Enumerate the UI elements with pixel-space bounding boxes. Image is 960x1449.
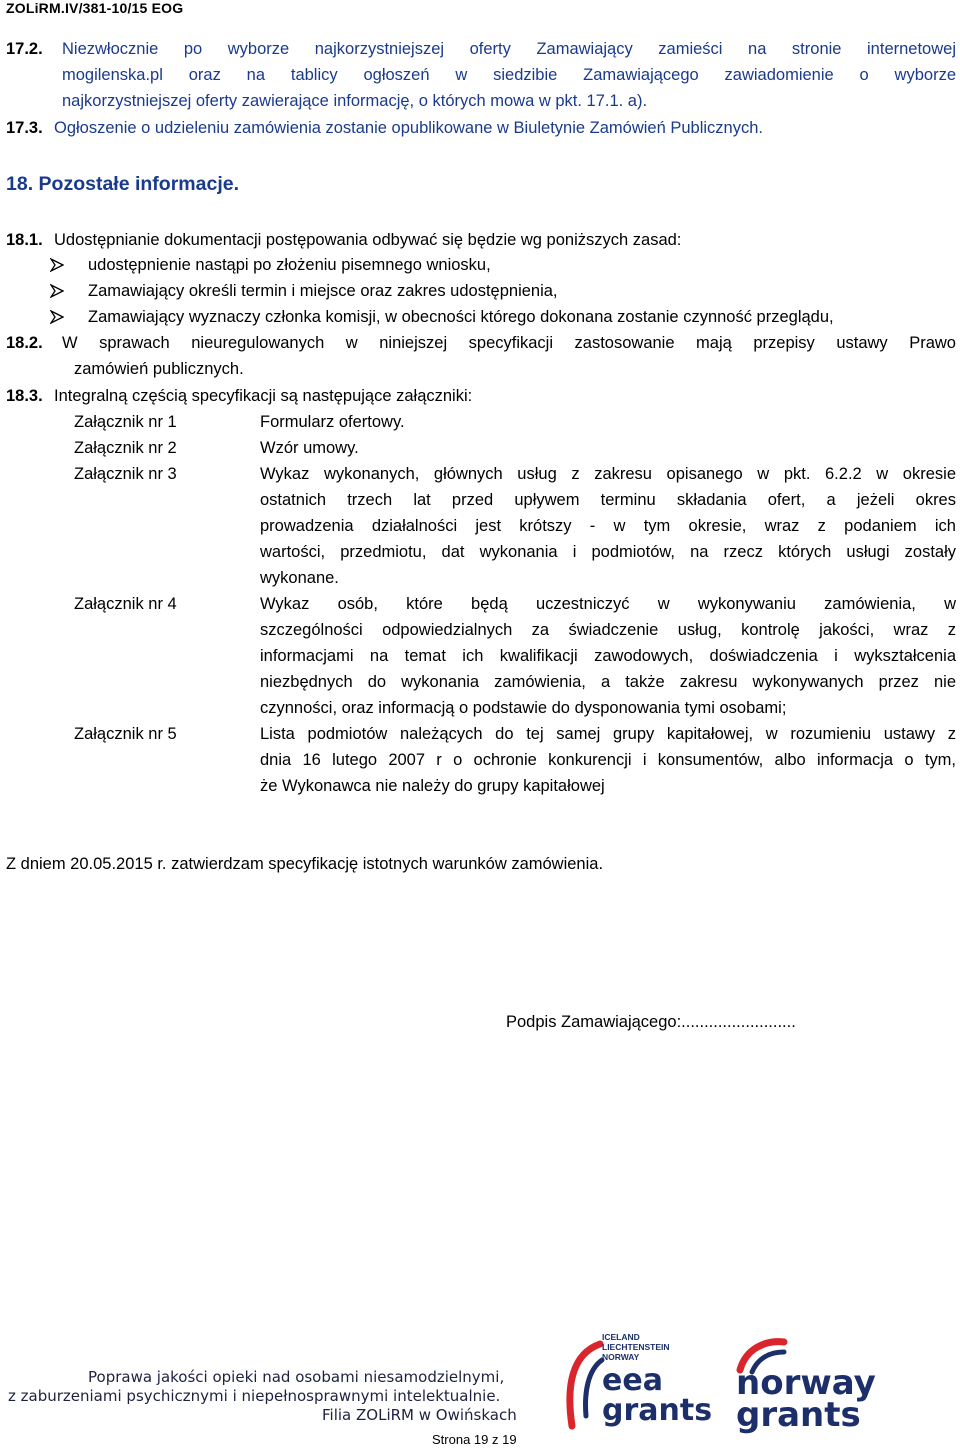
approval-statement: Z dniem 20.05.2015 r. zatwierdzam specyfikację istotnych warunków zamówienia. — [6, 855, 604, 873]
section-18-2-line-2: zamówień publicznych. — [74, 360, 244, 378]
attachment-4-line: szczególności odpowiedzialnych za świadczenie usług, kontrolę jakości, wraz z — [260, 621, 956, 639]
project-description-line: Filia ZOLiRM w Owińskach — [322, 1406, 517, 1424]
eea-country: ICELAND — [602, 1332, 640, 1342]
attachment-3-label: Załącznik nr 3 — [74, 465, 177, 483]
section-17-2-number: 17.2. — [6, 40, 43, 58]
eea-countries — [602, 1332, 670, 1362]
attachment-5-line: dnia 16 lutego 2007 r o ochronie konkurencji i konsumentów, albo informacja o tym, — [260, 751, 956, 769]
attachment-4-label: Załącznik nr 4 — [74, 595, 177, 613]
attachment-3-line: Wykaz wykonanych, głównych usług z zakresu opisanego w pkt. 6.2.2 w okresie — [260, 465, 956, 483]
eea-logo-grants-word: grants — [602, 1393, 713, 1428]
attachment-2-text: Wzór umowy. — [260, 439, 359, 457]
section-18-2-number: 18.2. — [6, 334, 43, 352]
attachment-2-label: Załącznik nr 2 — [74, 439, 177, 457]
attachment-1-label: Załącznik nr 1 — [74, 413, 177, 431]
bullet-arrow-icon — [50, 310, 64, 324]
norway-logo-grants-word: grants — [736, 1395, 861, 1435]
section-17-2-line-1: Niezwłocznie po wyborze najkorzystniejszej oferty Zamawiający zamieści na stronie internetowej — [62, 40, 956, 58]
attachment-4-line: Wykaz osób, które będą uczestniczyć w wykonywaniu zamówienia, w — [260, 595, 956, 613]
attachment-4-line: czynności, oraz informacją o podstawie do dysponowania tymi osobami; — [260, 699, 787, 717]
section-17-2-line-3: najkorzystniejszej oferty zawierające informację, o których mowa w pkt. 17.1. a). — [62, 92, 648, 110]
attachment-4-line: informacjami na temat ich kwalifikacji zawodowych, doświadczenia i wykształcenia — [260, 647, 956, 665]
attachment-3-line: wykonane. — [260, 569, 339, 587]
attachment-3-line: wartości, przedmiotu, dat wykonania i podmiotów, na rzecz których usługi zostały — [260, 543, 956, 561]
attachment-5-line: że Wykonawca nie należy do grupy kapitałowej — [260, 777, 605, 795]
eea-flag-mark-icon — [562, 1340, 606, 1430]
bullet-item: Zamawiający wyznaczy członka komisji, w obecności którego dokonana zostanie czynność przeglądu, — [88, 308, 834, 326]
section-18-1-number: 18.1. — [6, 231, 43, 249]
bullet-arrow-icon — [50, 284, 64, 298]
bullet-item: Zamawiający określi termin i miejsce oraz zakres udostępnienia, — [88, 282, 558, 300]
section-18-3-number: 18.3. — [6, 387, 43, 405]
section-18-1-text: Udostępnianie dokumentacji postępowania odbywać się będzie wg poniższych zasad: — [54, 231, 682, 249]
norway-logo-word: norway — [736, 1363, 876, 1403]
project-description-line: z zaburzeniami psychicznymi i niepełnosprawnymi intelektualnie. — [8, 1387, 501, 1405]
attachment-5-line: Lista podmiotów należących do tej samej grupy kapitałowej, w rozumieniu ustawy z — [260, 725, 956, 743]
eea-grants-logo — [562, 1330, 712, 1430]
section-17-3-text: Ogłoszenie o udzieleniu zamówienia zostanie opublikowane w Biuletynie Zamówień Publicznych. — [54, 119, 763, 137]
section-18-2-line-1: W sprawach nieuregulowanych w niniejszej specyfikacji zastosowanie mają przepisy ustawy Prawo — [62, 334, 956, 352]
bullet-arrow-icon — [50, 258, 64, 272]
section-18-3-text: Integralną częścią specyfikacji są następujące załączniki: — [54, 387, 473, 405]
signature-line: Podpis Zamawiającego:......................... — [506, 1013, 796, 1031]
section-17-3-number: 17.3. — [6, 119, 43, 137]
eea-logo-word: eea — [602, 1363, 663, 1398]
bullet-item: udostępnienie nastąpi po złożeniu pisemnego wniosku, — [88, 256, 491, 274]
section-18-heading: 18. Pozostałe informacje. — [6, 173, 240, 195]
attachment-4-line: niezbędnych do wykonania zamówienia, a także zakresu wykonywanych przez nie — [260, 673, 956, 691]
project-description-line: Poprawa jakości opieki nad osobami niesamodzielnymi, — [88, 1368, 505, 1386]
eea-country: NORWAY — [602, 1352, 640, 1362]
section-17-2-line-2: mogilenska.pl oraz na tablicy ogłoszeń w siedzibie Zamawiającego zawiadomienie o wyborze — [62, 66, 956, 84]
norway-grants-logo — [736, 1330, 946, 1435]
document-code: ZOLiRM.IV/381-10/15 EOG — [6, 0, 184, 16]
attachment-3-line: ostatnich trzech lat przed upływem terminu składania ofert, a jeżeli okres — [260, 491, 956, 509]
page-number: Strona 19 z 19 — [432, 1432, 517, 1447]
attachment-3-line: prowadzenia działalności jest krótszy - w tym okresie, wraz z podaniem ich — [260, 517, 956, 535]
eea-country: LIECHTENSTEIN — [602, 1342, 670, 1352]
attachment-1-text: Formularz ofertowy. — [260, 413, 405, 431]
attachment-5-label: Załącznik nr 5 — [74, 725, 177, 743]
